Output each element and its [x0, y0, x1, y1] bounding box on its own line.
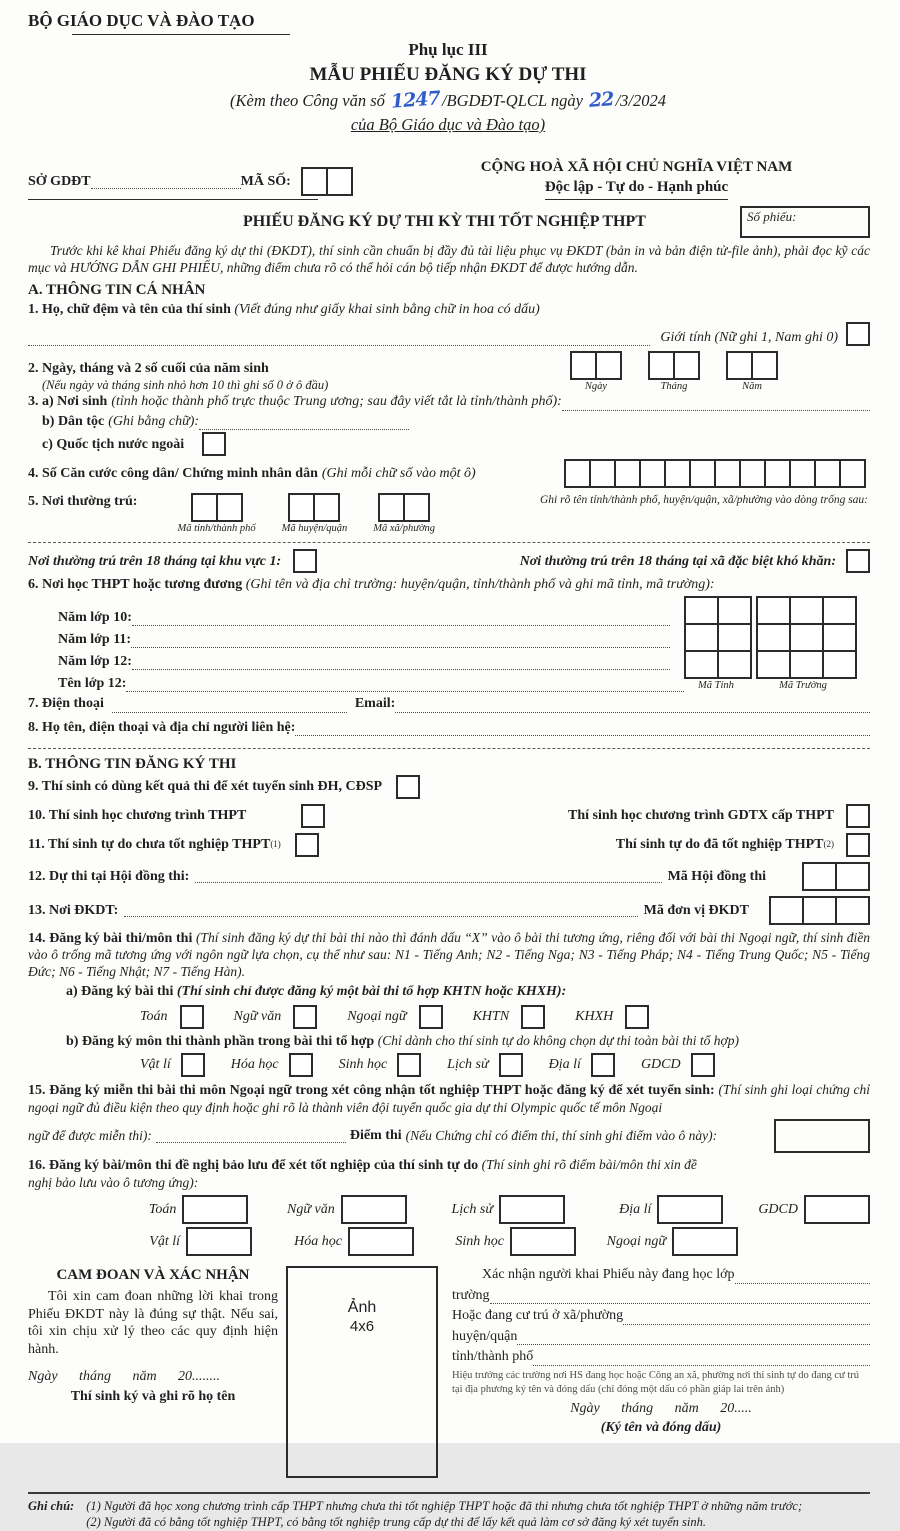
header — [28, 10, 870, 136]
reserve-biology-box[interactable] — [510, 1227, 576, 1256]
exam-khtn-label: KHTN — [472, 1008, 510, 1024]
item-6-label: 6. Nơi học THPT hoặc tương đương — [28, 577, 243, 593]
confirm-school-write-line[interactable] — [490, 1290, 870, 1304]
g10-school-cell[interactable] — [822, 596, 857, 625]
exam-math-cell[interactable] — [180, 1005, 204, 1029]
dob-day-cell[interactable] — [570, 351, 597, 380]
dob-month-cell[interactable] — [648, 351, 675, 380]
residence-district-cell[interactable] — [288, 493, 315, 522]
phone-label: 7. Điện thoại — [28, 696, 104, 711]
admin-row — [28, 158, 870, 201]
item-3b-row — [28, 413, 870, 431]
item-14b-label: b) Đăng ký môn thi thành phần trong bài thi tổ hợp — [66, 1033, 375, 1049]
residence-18-row — [28, 549, 870, 573]
reserve-physics-box[interactable] — [186, 1227, 252, 1256]
photo-box — [286, 1266, 438, 1478]
item-14a-label: a) Đăng ký bài thi — [66, 984, 174, 999]
residence-ward-label: Mã xã/phường — [373, 523, 436, 535]
item-15-note-2: ngữ để được miễn thi): — [28, 1127, 152, 1143]
item-15-note: (Thí sinh ghi loại chứng chỉ ngoại ngữ đủ điều kiện theo quy định hoặc ghi rõ là thành viên đội tuyển quốc gia dự thi Olympic quốc tế môn Ngoại — [28, 1082, 871, 1115]
photo-label: Ảnh — [347, 1299, 377, 1317]
item-3a-row — [28, 393, 870, 411]
reserve-history-label: Lịch sử — [451, 1202, 494, 1218]
comp-geography-label: Địa lí — [548, 1057, 581, 1073]
reserve-row-2 — [28, 1227, 870, 1256]
issued-line: (Kèm theo Công văn số 1247/BGDĐT-QLCL ngày 22/3/2024 — [230, 87, 666, 113]
separator-section-b — [28, 748, 870, 749]
score-box[interactable] — [774, 1119, 870, 1153]
confirm-class-write-line[interactable] — [735, 1270, 870, 1284]
item-16-label: 16. Đăng ký bài/môn thi đề nghị bảo lưu để xét tốt nghiệp của thí sinh tự do — [28, 1158, 479, 1173]
national-motto-2: Độc lập - Tự do - Hạnh phúc — [545, 178, 728, 200]
item-11-label: 11. Thí sinh tự do chưa tốt nghiệp THPT — [28, 837, 271, 852]
confirm-line-1: Xác nhận người khai Phiếu này đang học lớp — [482, 1267, 735, 1283]
confirmation-block — [452, 1266, 870, 1478]
school-code-label: Mã Trường — [779, 679, 827, 691]
reserve-geography-box[interactable] — [657, 1195, 723, 1224]
free-not-grad-cell[interactable] — [295, 833, 319, 857]
council-cell[interactable] — [835, 862, 870, 891]
reserve-physics-label: Vật lí — [149, 1234, 180, 1250]
reserve-foreign-language-label: Ngoại ngữ — [606, 1234, 666, 1250]
zone1-cell[interactable] — [293, 549, 317, 573]
id-cell[interactable] — [564, 459, 591, 488]
confirm-province-write-line[interactable] — [533, 1352, 870, 1366]
phone-write-line[interactable] — [112, 699, 347, 713]
item-2-label: 2. Ngày, tháng và 2 số cuối của năm sinh — [28, 361, 269, 377]
photo-size-label: 4x6 — [349, 1318, 375, 1336]
residence-province-cell[interactable] — [216, 493, 243, 522]
item-16-note-1: (Thí sinh ghi rõ điểm bài/môn thi xin đề — [481, 1157, 697, 1172]
comp-chemistry-cell[interactable] — [289, 1053, 313, 1077]
comp-history-label: Lịch sử — [447, 1057, 489, 1073]
item-4-label: 4. Số Căn cước công dân/ Chứng minh nhân dân — [28, 466, 318, 481]
item-5-note: Ghi rõ tên tỉnh/thành phố, huyện/quận, xã/phường vào dòng trống sau: — [540, 494, 868, 507]
g11-school-cell[interactable] — [756, 623, 791, 652]
dept-write-line[interactable] — [91, 175, 241, 189]
certificate-write-line[interactable] — [156, 1129, 346, 1143]
comp-gdcd-cell[interactable] — [691, 1053, 715, 1077]
gender-note: Giới tính (Nữ ghi 1, Nam ghi 0) — [660, 329, 838, 345]
item-11r-sup: (2) — [823, 839, 834, 850]
g10-province-cell[interactable] — [717, 596, 752, 625]
item-14a-row — [28, 983, 870, 1001]
name-gender-row — [28, 322, 870, 346]
dob-year-cell[interactable] — [751, 351, 778, 380]
comp-physics-label: Vật lí — [140, 1057, 171, 1073]
email-write-line[interactable] — [395, 699, 870, 713]
zone1-label: Nơi thường trú trên 18 tháng tại khu vực 1: — [28, 553, 282, 569]
issued-line-2: của Bộ Giáo dục và Đào tạo) — [350, 115, 546, 134]
dob-year-cell[interactable] — [726, 351, 753, 380]
item-5-label: 5. Nơi thường trú: — [28, 494, 138, 510]
handwritten-day: 22 — [588, 88, 615, 113]
ethnicity-write-line[interactable] — [199, 416, 409, 430]
id-cell[interactable] — [839, 459, 866, 488]
item-1-row — [28, 301, 870, 319]
exam-math-label: Toán — [140, 1008, 168, 1024]
reserve-literature-box[interactable] — [341, 1195, 407, 1224]
candidate-date-line: Ngày tháng năm 20........ — [28, 1369, 221, 1385]
confirm-line-4: huyện/quận — [452, 1328, 518, 1344]
id-cell[interactable] — [814, 459, 841, 488]
item-15-score-row — [28, 1119, 870, 1153]
item-3c-label: c) Quốc tịch nước ngoài — [42, 436, 185, 452]
use-result-cell[interactable] — [396, 775, 420, 799]
gender-cell[interactable] — [846, 322, 870, 346]
comp-geography-cell[interactable] — [591, 1053, 615, 1077]
reserve-gdcd-label: GDCD — [758, 1202, 798, 1218]
school-block — [28, 596, 870, 692]
dept-label: SỞ GDĐT — [28, 173, 91, 189]
exam-literature-label: Ngữ văn — [233, 1008, 282, 1024]
dob-groups — [570, 351, 778, 393]
thpt-program-cell[interactable] — [301, 804, 325, 828]
g10-school-cell[interactable] — [756, 596, 791, 625]
dkdt-write-line[interactable] — [124, 903, 637, 917]
grade11-label: Năm lớp 11: — [58, 631, 132, 647]
g11-province-cell[interactable] — [684, 623, 719, 652]
reserve-row-1 — [28, 1195, 870, 1224]
item-6-note: (Ghi tên và địa chỉ trường: huyện/quận, tỉnh/thành phố và ghi mã tỉnh, mã trường): — [245, 577, 715, 593]
school-lines — [28, 604, 684, 692]
id-cell[interactable] — [739, 459, 766, 488]
dkdt-code-cells — [769, 896, 870, 925]
intro-paragraph: Trước khi kê khai Phiếu đăng ký dự thi (ĐKDT), thí sinh cần chuẩn bị đầy đủ tài liệu phục vụ ĐKDT (bản in và bản điện tử-file ảnh), phải đọc kỹ các mục và HƯỚNG DẪN GHI PHIẾU, những điểm chưa rõ có thể hỏi cán bộ tiếp nhận ĐKDT để được hướng dẫn. — [28, 243, 870, 275]
confirm-ward-write-line[interactable] — [623, 1311, 870, 1325]
grade11-write-line[interactable] — [131, 634, 670, 648]
score-note: (Nếu Chứng chỉ có điểm thi, thí sinh ghi điểm vào ô này): — [405, 1127, 718, 1143]
council-code-cells — [802, 862, 870, 891]
item-3b-note: (Ghi bằng chữ): — [108, 413, 200, 429]
comp-biology-label: Sinh học — [338, 1057, 388, 1073]
item-12-row — [28, 862, 870, 891]
item-11r-label: Thí sinh tự do đã tốt nghiệp THPT — [615, 837, 824, 852]
footnote-2: (2) Người đã có bằng tốt nghiệp THPT, có bằng tốt nghiệp trung cấp dự thi để lấy kết quả làm cơ sở đăng ký xét tuyển sinh. — [86, 1515, 706, 1529]
form-title-row — [28, 206, 870, 238]
g11-school-cell[interactable] — [789, 623, 824, 652]
g11-province-cell[interactable] — [717, 623, 752, 652]
gdtx-program-cell[interactable] — [846, 804, 870, 828]
reserve-chemistry-box[interactable] — [348, 1227, 414, 1256]
item-14b-note: (Chỉ dành cho thí sinh tự do không chọn dự thi toàn bài thi tổ hợp) — [377, 1032, 740, 1048]
dob-day-label: Ngày — [584, 381, 608, 393]
residence-district-cell[interactable] — [313, 493, 340, 522]
item-10-row — [28, 804, 870, 828]
comp-chemistry-label: Hóa học — [230, 1057, 279, 1073]
confirm-line-3: Hoặc đang cư trú ở xã/phường — [452, 1308, 624, 1324]
item-2-labels — [28, 360, 570, 393]
hardship-label: Nơi thường trú trên 18 tháng tại xã đặc biệt khó khăn: — [519, 553, 836, 569]
reserve-foreign-language-box[interactable] — [672, 1227, 738, 1256]
reserve-math-label: Toán — [148, 1202, 177, 1218]
item-8-row — [28, 719, 870, 737]
comp-biology-cell[interactable] — [397, 1053, 421, 1077]
reserve-literature-label: Ngữ văn — [287, 1202, 335, 1218]
dob-year-label: Năm — [742, 381, 762, 393]
id-cell[interactable] — [589, 459, 616, 488]
serial-number-box[interactable] — [740, 206, 870, 238]
reserve-chemistry-label: Hóa học — [294, 1234, 342, 1250]
commitment-paragraph: Tôi xin cam đoan những lời khai trong Phiếu ĐKDT này là đúng sự thật. Nếu sai, tôi xin chịu xử lý theo các quy định hiện hành. — [28, 1289, 278, 1357]
item-7-row — [28, 695, 870, 713]
comp-physics-cell[interactable] — [181, 1053, 205, 1077]
exam-foreign-language-label: Ngoại ngữ — [347, 1008, 407, 1024]
grade12-write-line[interactable] — [132, 656, 670, 670]
item-2-row — [28, 351, 870, 393]
confirm-district-write-line[interactable] — [517, 1331, 870, 1345]
item-13-label: 13. Nơi ĐKDT: — [28, 902, 119, 918]
contact-label: 8. Họ tên, điện thoại và địa chỉ người liên hệ: — [28, 719, 296, 735]
class12-write-line[interactable] — [126, 678, 684, 692]
dkdt-code-label: Mã đơn vị ĐKDT — [643, 902, 749, 918]
item-9-row — [28, 775, 870, 799]
exam-khxh-cell[interactable] — [625, 1005, 649, 1029]
dkdt-cell[interactable] — [802, 896, 837, 925]
residence-province-label: Mã tỉnh/thành phố — [177, 523, 256, 535]
reserve-biology-label: Sinh học — [455, 1234, 504, 1250]
form-template-title: MẪU PHIẾU ĐĂNG KÝ DỰ THI — [309, 63, 587, 85]
motto-block — [403, 158, 870, 201]
item-3c-row — [28, 432, 870, 456]
separator-residence — [28, 542, 870, 543]
free-grad-cell[interactable] — [846, 833, 870, 857]
dept-underline — [28, 199, 318, 200]
exam-literature-cell[interactable] — [293, 1005, 317, 1029]
item-16-paragraph — [28, 1157, 870, 1175]
dkdt-cell[interactable] — [769, 896, 804, 925]
id-cell[interactable] — [714, 459, 741, 488]
commitment-block — [28, 1266, 278, 1478]
residence-province-cell[interactable] — [191, 493, 218, 522]
g10-school-cell[interactable] — [789, 596, 824, 625]
dept-code-cells — [301, 167, 353, 196]
confirm-date-line: Ngày tháng năm 20..... — [570, 1401, 752, 1417]
full-name-write-line[interactable] — [28, 332, 650, 346]
council-write-line[interactable] — [195, 869, 661, 883]
handwritten-doc-number: 1247 — [390, 87, 441, 113]
ministry-name: BỘ GIÁO DỤC VÀ ĐÀO TẠO — [28, 11, 255, 30]
item-6-row — [28, 576, 870, 594]
dkdt-cell[interactable] — [835, 896, 870, 925]
item-11-row — [28, 833, 870, 857]
id-cell[interactable] — [764, 459, 791, 488]
council-cell[interactable] — [802, 862, 837, 891]
item-14-note: (Thí sinh đăng ký dự thi bài thi nào thì đánh dấu “X” vào ô bài thi tương ứng, riêng đối với bài thi Ngoại ngữ, thí sinh điền vào ô trống mã tương ứng với ngôn ngữ lựa chọn, cụ thể như sau: N1 - Tiếng Anh; N2 - Tiếng Nga; N3 - Tiếng Pháp; N4 - Tiếng Trung Quốc; N5 - Tiếng Đức; N6 - Tiếng Nhật; N7 - Tiếng Hàn). — [28, 929, 871, 980]
component-checkbox-row — [28, 1053, 870, 1077]
serial-number-label: Số phiếu: — [747, 209, 797, 225]
class12-label: Tên lớp 12: — [58, 675, 127, 691]
exam-foreign-language-cell[interactable] — [419, 1005, 443, 1029]
exam-checkbox-row — [28, 1005, 870, 1029]
dept-code-cell[interactable] — [301, 167, 328, 196]
id-cell[interactable] — [614, 459, 641, 488]
item-10r-label: Thí sinh học chương trình GDTX cấp THPT — [567, 808, 834, 823]
reserve-gdcd-box[interactable] — [804, 1195, 870, 1224]
reserve-math-box[interactable] — [182, 1195, 248, 1224]
grade10-label: Năm lớp 10: — [58, 609, 132, 625]
id-cell[interactable] — [689, 459, 716, 488]
item-5-row — [28, 493, 870, 535]
item-1-label: 1. Họ, chữ đệm và tên của thí sinh — [28, 301, 231, 317]
commitment-title: CAM ĐOAN VÀ XÁC NHẬN — [56, 1267, 250, 1284]
confirm-smallprint: Hiệu trưởng các trường nơi HS đang học hoặc Công an xã, phường nơi thí sinh tự do đang cư trú tại địa phương ký tên và đóng dấu (chỉ đóng một dấu có phần giáp lai trên ảnh) — [452, 1369, 860, 1395]
g11-school-cell[interactable] — [822, 623, 857, 652]
g12-province-cell[interactable] — [717, 650, 752, 679]
id-cell[interactable] — [664, 459, 691, 488]
item-2-note: (Nếu ngày và tháng sinh nhỏ hơn 10 thì ghi số 0 ở ô đầu) — [42, 377, 329, 392]
id-number-cells — [564, 459, 866, 488]
confirm-sign-label: (Ký tên và đóng dấu) — [600, 1419, 722, 1435]
g12-school-cell[interactable] — [822, 650, 857, 679]
item-15-label: 15. Đăng ký miễn thi bài thi môn Ngoại ngữ trong xét công nhận tốt nghiệp THPT hoặc đăng ký để xét tuyển sinh: — [28, 1083, 715, 1098]
section-b-title: B. THÔNG TIN ĐĂNG KÝ THI — [28, 756, 237, 772]
item-13-row — [28, 896, 870, 925]
dob-day-cell[interactable] — [595, 351, 622, 380]
g12-province-cell[interactable] — [684, 650, 719, 679]
school-code-labels — [684, 679, 870, 692]
residence-ward-cell[interactable] — [378, 493, 405, 522]
item-16-note-2: nghị bảo lưu vào ô tương ứng): — [28, 1174, 199, 1190]
form-title: PHIẾU ĐĂNG KÝ DỰ THI KỲ THI TỐT NGHIỆP THPT — [243, 213, 646, 231]
footnote-lines — [86, 1499, 802, 1530]
bottom-section — [28, 1266, 870, 1478]
grade12-label: Năm lớp 12: — [58, 653, 132, 669]
item-14-label: 14. Đăng ký bài thi/môn thi — [28, 930, 193, 946]
dept-code-label: MÃ SỐ: — [240, 173, 291, 189]
comp-history-cell[interactable] — [499, 1053, 523, 1077]
item-10-label: 10. Thí sinh học chương trình THPT — [28, 808, 247, 823]
id-cell[interactable] — [789, 459, 816, 488]
province-code-label: Mã Tỉnh — [698, 679, 734, 691]
confirm-line-2: trường — [452, 1287, 490, 1303]
dept-code-cell[interactable] — [326, 167, 353, 196]
footer-notes — [28, 1492, 870, 1530]
council-code-label: Mã Hội đồng thi — [667, 868, 766, 884]
confirm-line-5: tỉnh/thành phố — [452, 1349, 534, 1365]
item-14b-row — [28, 1033, 870, 1051]
residence-district-group — [282, 493, 348, 535]
birthplace-write-line[interactable] — [562, 397, 870, 411]
ministry-underline — [72, 34, 290, 35]
section-a-title: A. THÔNG TIN CÁ NHÂN — [28, 281, 206, 298]
item-11-sup: (1) — [270, 839, 281, 850]
appendix-title: Phụ lục III — [408, 40, 488, 60]
email-label: Email: — [354, 696, 396, 711]
item-1-note: (Viết đúng như giấy khai sinh bằng chữ in hoa có dấu) — [234, 301, 540, 317]
residence-district-label: Mã huyện/quận — [281, 523, 348, 535]
item-14-paragraph — [28, 930, 870, 981]
footnote-label: Ghi chú: — [28, 1499, 75, 1514]
contact-write-line[interactable] — [295, 722, 870, 736]
reserve-geography-label: Địa lí — [619, 1202, 652, 1218]
grade10-write-line[interactable] — [132, 612, 670, 626]
reserve-history-box[interactable] — [499, 1195, 565, 1224]
item-4-note: (Ghi mỗi chữ số vào một ô) — [321, 466, 476, 481]
item-4-row — [28, 459, 870, 488]
item-15-paragraph — [28, 1082, 870, 1117]
footnote-1: (1) Người đã học xong chương trình cấp THPT nhưng chưa thi tốt nghiệp THPT hoặc đã thi nhưng chưa tốt nghiệp THPT ở những năm trước; — [86, 1499, 803, 1514]
exam-khxh-label: KHXH — [575, 1008, 614, 1024]
national-motto-1: CỘNG HOÀ XÃ HỘI CHỦ NGHĨA VIỆT NAM — [480, 158, 793, 175]
item-14a-note: (Thí sinh chỉ được đăng ký một bài thi tổ hợp KHTN hoặc KHXH): — [176, 984, 567, 999]
dob-day-group — [570, 351, 622, 393]
comp-gdcd-label: GDCD — [640, 1057, 681, 1073]
dob-month-cell[interactable] — [673, 351, 700, 380]
item-3a-label: 3. a) Nơi sinh — [28, 394, 108, 410]
g12-school-cell[interactable] — [756, 650, 791, 679]
id-cell[interactable] — [639, 459, 666, 488]
item-9-label: 9. Thí sinh có dùng kết quả thi để xét tuyển sinh ĐH, CĐSP — [28, 779, 383, 794]
dob-month-group — [648, 351, 700, 393]
item-3a-note: (tỉnh hoặc thành phố trực thuộc Trung ương; sau đây viết tắt là tỉnh/thành phố): — [111, 394, 562, 410]
dept-block — [28, 167, 373, 200]
residence-ward-cell[interactable] — [403, 493, 430, 522]
dob-month-label: Tháng — [660, 381, 688, 393]
dob-year-group — [726, 351, 778, 393]
hardship-cell[interactable] — [846, 549, 870, 573]
foreign-nationality-cell[interactable] — [202, 432, 226, 456]
item-12-label: 12. Dự thi tại Hội đồng thi: — [28, 868, 190, 884]
residence-province-group — [177, 493, 255, 535]
g12-school-cell[interactable] — [789, 650, 824, 679]
school-code-grid — [684, 596, 870, 692]
residence-ward-group — [373, 493, 435, 535]
candidate-sign-label: Thí sinh ký và ghi rõ họ tên — [70, 1388, 236, 1404]
item-3b-label: b) Dân tộc — [42, 413, 105, 429]
exam-khtn-cell[interactable] — [521, 1005, 545, 1029]
g10-province-cell[interactable] — [684, 596, 719, 625]
score-label: Điểm thi — [349, 1128, 402, 1144]
